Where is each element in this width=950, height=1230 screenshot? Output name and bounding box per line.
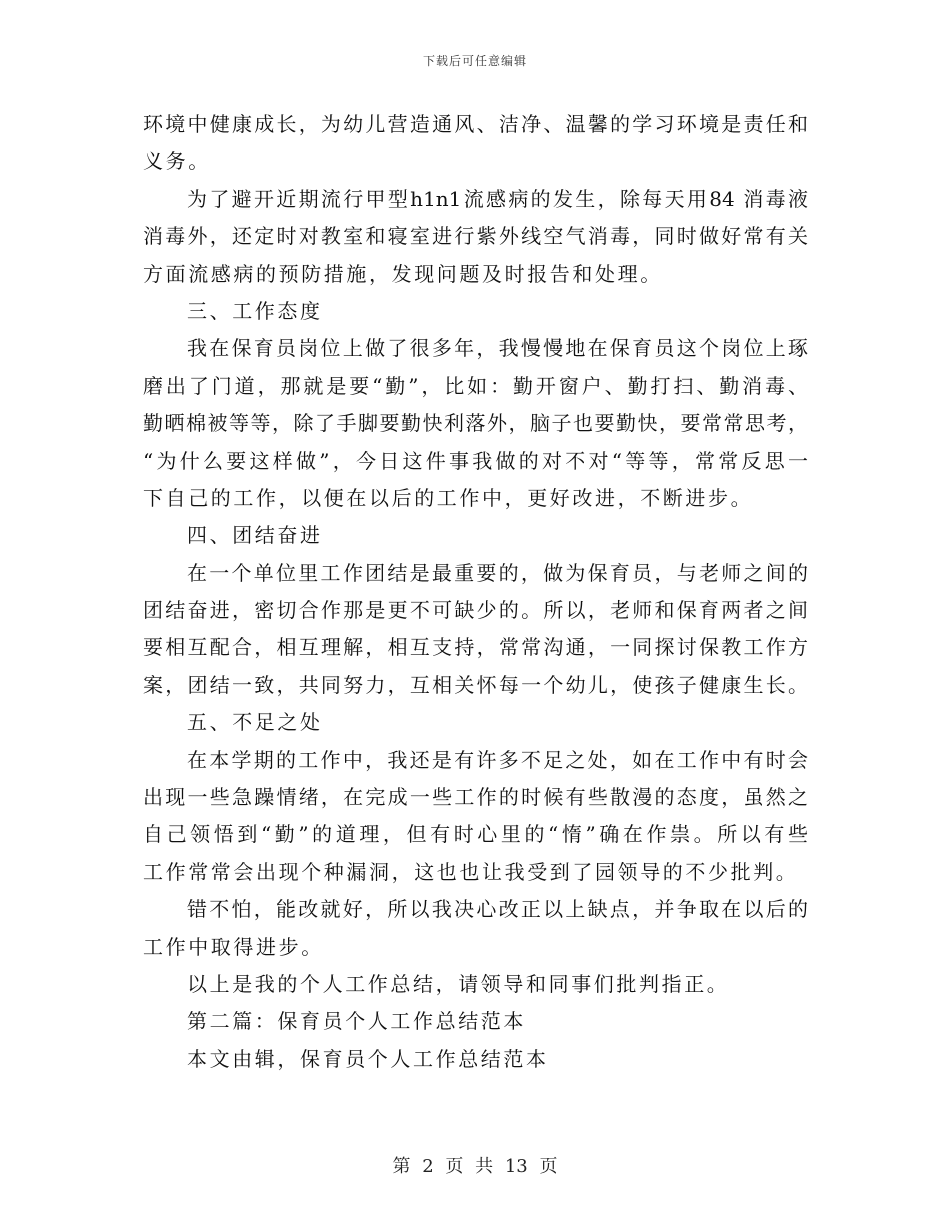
text-line: 在本学期的工作中，我还是有许多不足之处，如在工作中有时会 — [187, 747, 808, 772]
text-line: 义务。 — [143, 149, 211, 174]
text-line: 案，团结一致，共同努力，互相关怀每一个幼儿，使孩子健康生长。 — [143, 672, 808, 697]
text-line: 我在保育员岗位上做了很多年，我慢慢地在保育员这个岗位上琢 — [187, 336, 808, 361]
text-line: 第二篇：保育员个人工作总结范本 — [187, 1009, 526, 1034]
text-line: 四、团结奋进 — [187, 523, 323, 548]
text-line: 以上是我的个人工作总结，请领导和同事们批判指正。 — [187, 971, 730, 996]
document-body — [143, 106, 808, 1078]
text-line: 本文由辑，保育员个人工作总结范本 — [187, 1046, 549, 1071]
text-line: 方面流感病的预防措施，发现问题及时报告和处理。 — [143, 261, 663, 286]
text-line: 错不怕，能改就好，所以我决心改正以上缺点，并争取在以后的 — [187, 897, 808, 922]
text-line: “为什么要这样做”，今日这件事我做的对不对“等等，常常反思一 — [143, 448, 808, 473]
text-line: 勤晒棉被等等，除了手脚要勤快利落外，脑子也要勤快，要常常思考， — [143, 411, 808, 436]
page-number-footer: 第 2 页 共 13 页 — [392, 1156, 558, 1177]
text-line: 在一个单位里工作团结是最重要的，做为保育员，与老师之间的 — [187, 560, 808, 585]
text-line: 环境中健康成长，为幼儿营造通风、洁净、温馨的学习环境是责任和 — [143, 112, 808, 136]
text-line: 五、不足之处 — [187, 710, 323, 735]
text-line: 工作中取得进步。 — [143, 934, 324, 959]
page-header: 下载后可任意编辑 — [422, 54, 527, 68]
text-line: 磨出了门道，那就是要“勤”，比如：勤开窗户、勤打扫、勤消毒、 — [143, 373, 808, 398]
text-line: 下自己的工作，以便在以后的工作中，更好改进，不断进步。 — [143, 485, 754, 510]
text-line: 自己领悟到“勤”的道理，但有时心里的“惰”确在作祟。所以有些 — [143, 822, 808, 847]
text-line: 三、工作态度 — [187, 298, 323, 323]
text-line: 工作常常会出现个种漏洞，这也也让我受到了园领导的不少批判。 — [143, 859, 799, 884]
text-line: 团结奋进，密切合作那是更不可缺少的。所以，老师和保育两者之间 — [143, 598, 808, 623]
text-line: 要相互配合，相互理解，相互支持，常常沟通，一同探讨保教工作方 — [143, 635, 808, 660]
text-line: 为了避开近期流行甲型h1n1流感病的发生，除每天用84 消毒液 — [187, 186, 808, 211]
text-line: 消毒外，还定时对教室和寝室进行紫外线空气消毒，同时做好常有关 — [143, 224, 808, 249]
text-line: 出现一些急躁情绪，在完成一些工作的时候有些散漫的态度，虽然之 — [143, 785, 808, 810]
